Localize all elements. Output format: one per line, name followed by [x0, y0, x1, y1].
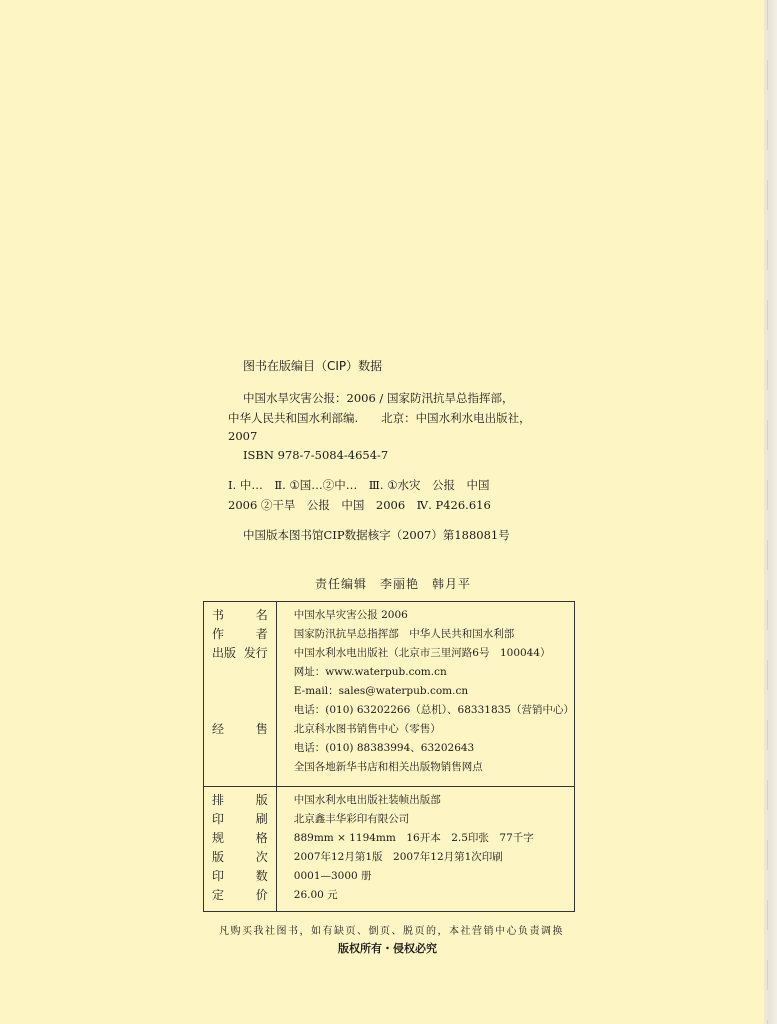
- info-value: 电话：(010) 63202266（总机）、68331835（营销中心）: [293, 704, 574, 716]
- info-label: [212, 848, 268, 867]
- info-label-char: 格: [255, 831, 268, 845]
- info-value: E-mail：sales@waterpub.com.cn: [293, 685, 469, 697]
- info-label: [212, 810, 268, 829]
- info-value: 国家防汛抗旱总指挥部 中华人民共和国水利部: [293, 628, 515, 640]
- cip-record-number: 中国版本图书馆CIP数据核字（2007）第188081号: [243, 528, 510, 542]
- info-label: [212, 791, 268, 810]
- info-value: 中国水旱灾害公报 2006: [293, 609, 408, 621]
- cip-line: Ⅰ. 中… Ⅱ. ①国…②中… Ⅲ. ①水灾 公报 中国: [228, 478, 490, 492]
- info-label: [212, 682, 268, 701]
- info-value: 889mm × 1194mm 16开本 2.5印张 77千字: [293, 832, 534, 844]
- info-label-char: 次: [255, 850, 268, 864]
- info-value: 北京科水图书销售中心（零售）: [293, 723, 441, 735]
- publication-info-table: [203, 601, 575, 912]
- value-column: [276, 787, 574, 912]
- info-label-char: 发行: [243, 646, 268, 660]
- info-label-char: 经: [212, 722, 225, 736]
- info-label: [212, 644, 268, 663]
- copyright-notice: 版权所有・侵权必究: [338, 942, 437, 955]
- info-value: 中国水利水电出版社（北京市三里河路6号 100044）: [293, 647, 551, 659]
- info-label-char: 刷: [255, 812, 268, 826]
- info-value: 全国各地新华书店和相关出版物销售网点: [293, 761, 483, 773]
- info-label-char: 排: [212, 793, 225, 807]
- info-label-char: 印: [212, 869, 225, 883]
- info-label: [212, 625, 268, 644]
- cip-isbn: ISBN 978-7-5084-4654-7: [243, 448, 389, 462]
- cip-line: 2007: [228, 429, 258, 443]
- return-notice: 凡购买我社图书，如有缺页、倒页、脱页的，本社营销中心负责调换: [219, 926, 564, 937]
- info-label: [212, 829, 268, 848]
- info-label-char: 书: [212, 608, 225, 622]
- info-value: 网址：www.waterpub.com.cn: [293, 666, 447, 678]
- info-label-char: 名: [255, 608, 268, 622]
- info-label-char: 数: [255, 869, 268, 883]
- cip-line: 中国水旱灾害公报：2006 / 国家防汛抗旱总指挥部，: [243, 391, 514, 405]
- cip-line: 2006 ②干旱 公报 中国 2006 Ⅳ. P426.616: [228, 498, 491, 512]
- info-label: [212, 758, 268, 777]
- value-column: [276, 602, 574, 787]
- label-column: [204, 787, 277, 912]
- info-label-char: 价: [255, 888, 268, 902]
- info-label: [212, 886, 268, 905]
- info-label-char: 规: [212, 831, 225, 845]
- page-edge: [764, 0, 777, 1024]
- info-label-char: 印: [212, 812, 225, 826]
- cip-line: 中华人民共和国水利部编. 北京：中国水利水电出版社，: [228, 411, 531, 425]
- info-label: [212, 701, 268, 720]
- info-label-char: 售: [255, 722, 268, 736]
- info-value: 2007年12月第1版 2007年12月第1次印刷: [293, 851, 503, 863]
- info-value: 26.00 元: [293, 889, 338, 901]
- info-label-char: 者: [255, 627, 268, 641]
- info-label: [212, 720, 268, 739]
- label-column: [204, 602, 277, 787]
- info-value: 中国水利水电出版社装帧出版部: [293, 794, 441, 806]
- info-label-char: 版: [212, 850, 225, 864]
- info-label-char: 出版: [212, 646, 237, 660]
- info-label-char: 作: [212, 627, 225, 641]
- info-value: 0001—3000 册: [293, 870, 372, 882]
- info-label: [212, 739, 268, 758]
- info-label: [212, 663, 268, 682]
- info-label: [212, 867, 268, 886]
- info-value: 电话：(010) 88383994、63202643: [293, 742, 475, 754]
- cip-title: 图书在版编目（CIP）数据: [243, 359, 383, 373]
- info-label-char: 版: [255, 793, 268, 807]
- info-label-char: 定: [212, 888, 225, 902]
- info-value: 北京鑫丰华彩印有限公司: [293, 813, 410, 825]
- responsible-editors: 责任编辑 李丽艳 韩月平: [315, 577, 472, 591]
- info-label: [212, 606, 268, 625]
